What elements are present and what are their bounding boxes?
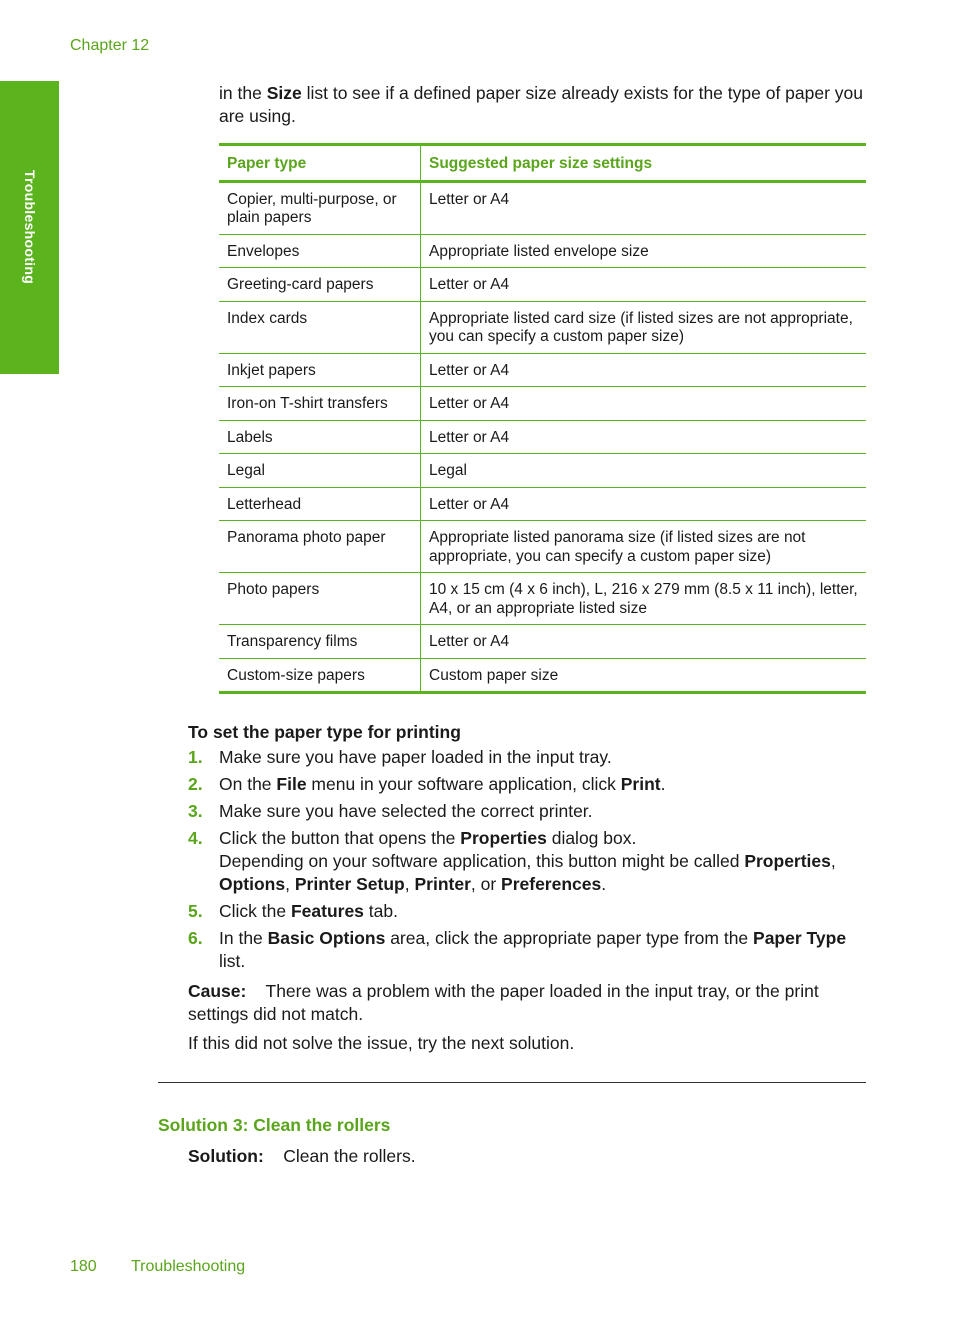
list-item: 4. Click the button that opens the Properties dialog box. Depending on your software application, this button might be called Properties, Options, Printer Setup, Printer, or Preferences.: [188, 828, 836, 894]
table-row: [219, 268, 866, 302]
cell-paper-size: Letter or A4: [421, 353, 867, 387]
table-row: [219, 353, 866, 387]
step-note: Depending on your software application, this button might be called Properties, Options, Printer Setup, Printer, or Preferences.: [219, 851, 836, 894]
paper-size-table: [219, 143, 866, 694]
cell-paper-type: Inkjet papers: [219, 353, 421, 387]
cell-paper-size: Letter or A4: [421, 420, 867, 454]
cell-paper-size: Letter or A4: [421, 487, 867, 521]
cell-paper-type: Greeting-card papers: [219, 268, 421, 302]
table-row: [219, 521, 866, 573]
cell-paper-size: Letter or A4: [429, 190, 510, 208]
table-header-row: [219, 145, 866, 182]
step-number: 6.: [188, 928, 203, 948]
cell-paper-size: Letter or A4: [421, 268, 867, 302]
solution-3-heading: Solution 3: Clean the rollers: [158, 1115, 391, 1135]
cell-paper-type: Letterhead: [219, 487, 421, 521]
table-row: [219, 625, 866, 659]
cell-paper-type: Iron-on T-shirt transfers: [219, 387, 421, 421]
list-item: 5. Click the Features tab.: [188, 901, 398, 921]
cell-paper-type: Photo papers: [219, 573, 421, 625]
table-row: [219, 181, 866, 234]
header-paper-size: Suggested paper size settings: [421, 145, 867, 182]
cell-paper-size: Appropriate listed envelope size: [421, 234, 867, 268]
intro-paragraph: in the Size list to see if a defined paper size already exists for the type of paper you are using.: [219, 83, 864, 126]
cell-paper-type: Labels: [219, 420, 421, 454]
table-row: [219, 658, 866, 693]
cell-paper-size: 10 x 15 cm (4 x 6 inch), L, 216 x 279 mm (8.5 x 11 inch), letter, A4, or an appropriate listed size: [421, 573, 867, 625]
step-number: 5.: [188, 901, 203, 921]
cell-paper-type: Index cards: [219, 301, 421, 353]
cell-paper-size: Appropriate listed panorama size (if listed sizes are not appropriate, you can specify a custom paper size): [421, 521, 867, 573]
side-tab: [0, 81, 59, 374]
cell-paper-size: Legal: [421, 454, 867, 488]
cell-paper-size: Letter or A4: [421, 625, 867, 659]
table-row: [219, 420, 866, 454]
solution-label: Solution:: [188, 1146, 264, 1166]
table-row: [219, 454, 866, 488]
table-row: [219, 573, 866, 625]
procedure-title: To set the paper type for printing: [188, 722, 461, 742]
cell-paper-type: Copier, multi-purpose, or plain papers: [219, 181, 421, 234]
chapter-label: Chapter 12: [70, 37, 150, 54]
cause-paragraph: Cause: There was a problem with the paper loaded in the input tray, or the print settings did not match.: [188, 981, 819, 1024]
page-number: 180: [70, 1258, 97, 1275]
step-number: 4.: [188, 828, 203, 848]
cell-paper-size: Appropriate listed card size (if listed sizes are not appropriate, you can specify a custom paper size): [421, 301, 867, 353]
cell-paper-type: Transparency films: [219, 625, 421, 659]
table-row: [219, 487, 866, 521]
cell-paper-type: Custom-size papers: [219, 658, 421, 693]
table-row: [219, 234, 866, 268]
cause-label: Cause:: [188, 981, 247, 1001]
header-paper-type: Paper type: [219, 145, 421, 182]
cell-paper-type: Legal: [219, 454, 421, 488]
table-row: [219, 387, 866, 421]
side-tab-label: Troubleshooting: [22, 169, 38, 285]
step-number: 1.: [188, 747, 203, 767]
list-item: 1. Make sure you have paper loaded in the input tray.: [188, 747, 612, 767]
solution-3-text: Solution: Clean the rollers.: [188, 1146, 416, 1166]
table-row: [219, 301, 866, 353]
cell-paper-type: Envelopes: [219, 234, 421, 268]
list-item: 6. In the Basic Options area, click the appropriate paper type from the Paper Type list.: [188, 928, 847, 971]
step-number: 2.: [188, 774, 203, 794]
step-number: 3.: [188, 801, 203, 821]
cell-paper-type: Panorama photo paper: [219, 521, 421, 573]
next-solution-note: If this did not solve the issue, try the next solution.: [188, 1033, 575, 1053]
footer-section: Troubleshooting: [131, 1258, 246, 1275]
list-item: 2. On the File menu in your software application, click Print.: [188, 774, 666, 794]
procedure-steps: [188, 746, 868, 977]
list-item: 3. Make sure you have selected the correct printer.: [188, 801, 593, 821]
cell-paper-size: Custom paper size: [421, 658, 867, 693]
section-divider: [158, 1082, 866, 1083]
cell-paper-size: Letter or A4: [421, 387, 867, 421]
